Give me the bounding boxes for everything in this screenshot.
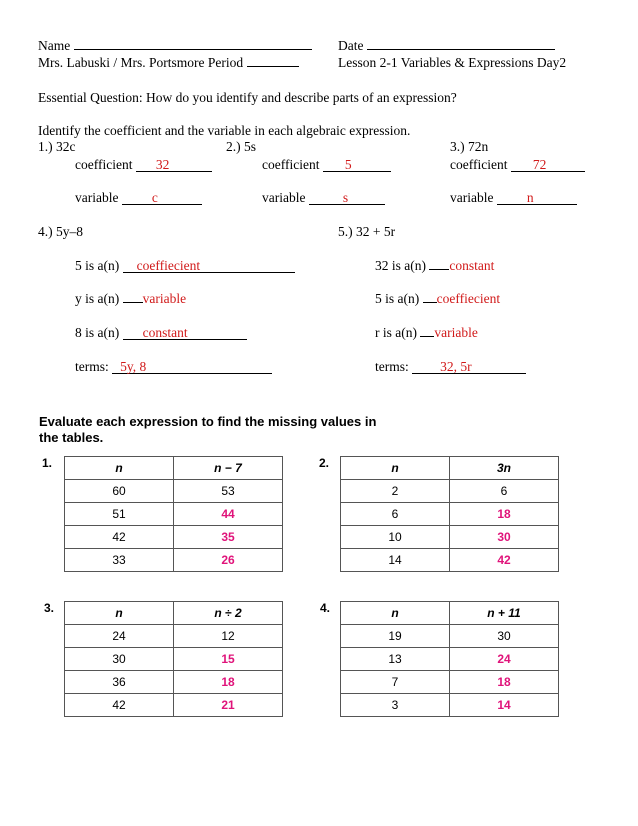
expr4-line2-prefix: y is a(n) (75, 291, 120, 306)
table-answer-cell: 42 (450, 549, 559, 572)
table-header: n ÷ 2 (174, 602, 283, 625)
table-cell: 3 (341, 694, 450, 717)
expr5-line1-answer: constant (449, 258, 495, 273)
table-3 (64, 601, 283, 717)
expr4-terms (75, 359, 272, 375)
variable-label: variable (450, 190, 494, 205)
table-answer-cell: 30 (450, 526, 559, 549)
table-answer-cell: 26 (174, 549, 283, 572)
table-row (341, 480, 559, 503)
expr5-line1 (375, 258, 494, 274)
table-3-number: 3. (44, 601, 55, 615)
expr4-line1-prefix: 5 is a(n) (75, 258, 120, 273)
table-cell: 42 (65, 526, 174, 549)
problem-2-variable-answer: s (309, 191, 385, 205)
variable-label: variable (75, 190, 119, 205)
date-field[interactable] (367, 49, 555, 50)
problem-3-coefficient (450, 157, 585, 173)
table-cell: 53 (174, 480, 283, 503)
table-cell: 36 (65, 671, 174, 694)
table-1-number: 1. (42, 456, 53, 470)
table-cell: 7 (341, 671, 450, 694)
problem-2-variable (262, 190, 385, 206)
table-row (65, 625, 283, 648)
table-row (65, 648, 283, 671)
table-4-number: 4. (320, 601, 331, 615)
table-answer-cell: 24 (450, 648, 559, 671)
expr5-line1-blank (429, 269, 449, 270)
problem-3-coefficient-answer: 72 (511, 158, 585, 172)
table-cell: 12 (174, 625, 283, 648)
expr4-line1-answer: coeffiecient (123, 259, 295, 273)
expr4-line2-blank (123, 302, 143, 303)
table-cell: 24 (65, 625, 174, 648)
date-label: Date (338, 38, 364, 53)
expression-5-label: 5.) 32 + 5r (338, 224, 396, 239)
expr4-line3 (75, 325, 247, 341)
table-answer-cell: 18 (174, 671, 283, 694)
table-row (341, 503, 559, 526)
problem-1-variable-answer: c (122, 191, 202, 205)
table-answer-cell: 15 (174, 648, 283, 671)
problem-2-label: 2.) 5s (226, 139, 256, 154)
table-row (341, 549, 559, 572)
table-answer-cell: 18 (450, 671, 559, 694)
identify-instructions: Identify the coefficient and the variable in each algebraic expression. (38, 123, 411, 138)
table-cell: 14 (341, 549, 450, 572)
table-header: n (65, 602, 174, 625)
table-row (341, 625, 559, 648)
expr5-terms (375, 359, 526, 375)
expr5-line2 (375, 291, 500, 307)
lesson-title: Lesson 2-1 Variables & Expressions Day2 (338, 55, 567, 70)
problem-2-coefficient (262, 157, 391, 173)
table-row (341, 648, 559, 671)
problem-3-label: 3.) 72n (450, 139, 489, 154)
problem-2-coefficient-answer: 5 (323, 158, 391, 172)
table-answer-cell: 18 (450, 503, 559, 526)
table-answer-cell: 14 (450, 694, 559, 717)
expression-4-label: 4.) 5y–8 (38, 224, 83, 239)
table-row (65, 503, 283, 526)
table-cell: 60 (65, 480, 174, 503)
coefficient-label: coefficient (75, 157, 133, 172)
table-2 (340, 456, 559, 572)
table-cell: 30 (450, 625, 559, 648)
table-row (65, 480, 283, 503)
table-header: n (341, 602, 450, 625)
name-line (38, 38, 312, 54)
table-header: n − 7 (174, 457, 283, 480)
table-header: n (65, 457, 174, 480)
expr4-line2-answer: variable (142, 291, 187, 306)
expr5-line2-answer: coeffiecient (436, 291, 501, 306)
table-cell: 13 (341, 648, 450, 671)
expr4-line1 (75, 258, 295, 274)
table-header: n + 11 (450, 602, 559, 625)
expr5-line3-answer: variable (434, 325, 478, 340)
problem-1-coefficient-answer: 32 (136, 158, 212, 172)
table-cell: 30 (65, 648, 174, 671)
expr4-line3-answer: constant (123, 326, 247, 340)
table-cell: 2 (341, 480, 450, 503)
expr5-line2-blank (423, 302, 437, 303)
expr4-line2 (75, 291, 186, 307)
problem-3-variable-answer: n (497, 191, 577, 205)
table-row (65, 549, 283, 572)
expr5-line1-prefix: 32 is a(n) (375, 258, 426, 273)
table-answer-cell: 21 (174, 694, 283, 717)
variable-label: variable (262, 190, 306, 205)
expr5-terms-prefix: terms: (375, 359, 409, 374)
expr4-terms-answer: 5y, 8 (112, 360, 272, 374)
table-row (341, 671, 559, 694)
table-header: 3n (450, 457, 559, 480)
teacher-line (38, 55, 299, 71)
expr5-line3 (375, 325, 478, 341)
table-cell: 19 (341, 625, 450, 648)
table-cell: 42 (65, 694, 174, 717)
problem-1-coefficient (75, 157, 212, 173)
table-cell: 33 (65, 549, 174, 572)
table-row (341, 526, 559, 549)
expr4-line3-prefix: 8 is a(n) (75, 325, 120, 340)
name-field[interactable] (74, 49, 312, 50)
table-row (65, 671, 283, 694)
tables-instructions-line2: the tables. (39, 430, 104, 445)
table-2-number: 2. (319, 456, 330, 470)
table-4 (340, 601, 559, 717)
coefficient-label: coefficient (450, 157, 508, 172)
expr5-line2-prefix: 5 is a(n) (375, 291, 420, 306)
coefficient-label: coefficient (262, 157, 320, 172)
table-row (341, 694, 559, 717)
tables-instructions (39, 414, 376, 446)
problem-3-variable (450, 190, 577, 206)
expr4-terms-prefix: terms: (75, 359, 109, 374)
date-line (338, 38, 555, 54)
table-answer-cell: 44 (174, 503, 283, 526)
table-1 (64, 456, 283, 572)
table-row (65, 526, 283, 549)
name-label: Name (38, 38, 71, 53)
table-cell: 6 (450, 480, 559, 503)
expr5-line3-prefix: r is a(n) (375, 325, 417, 340)
table-answer-cell: 35 (174, 526, 283, 549)
expr5-line3-blank (420, 336, 434, 337)
expr5-terms-answer: 32, 5r (412, 360, 526, 374)
teacher-period-label: Mrs. Labuski / Mrs. Portsmore Period (38, 55, 244, 70)
period-field[interactable] (247, 66, 299, 67)
table-row (65, 694, 283, 717)
problem-1-label: 1.) 32c (38, 139, 76, 154)
table-header: n (341, 457, 450, 480)
essential-question: Essential Question: How do you identify and describe parts of an expression? (38, 90, 457, 105)
problem-1-variable (75, 190, 202, 206)
table-cell: 10 (341, 526, 450, 549)
table-cell: 51 (65, 503, 174, 526)
tables-instructions-line1: Evaluate each expression to find the missing values in (39, 414, 377, 429)
table-cell: 6 (341, 503, 450, 526)
